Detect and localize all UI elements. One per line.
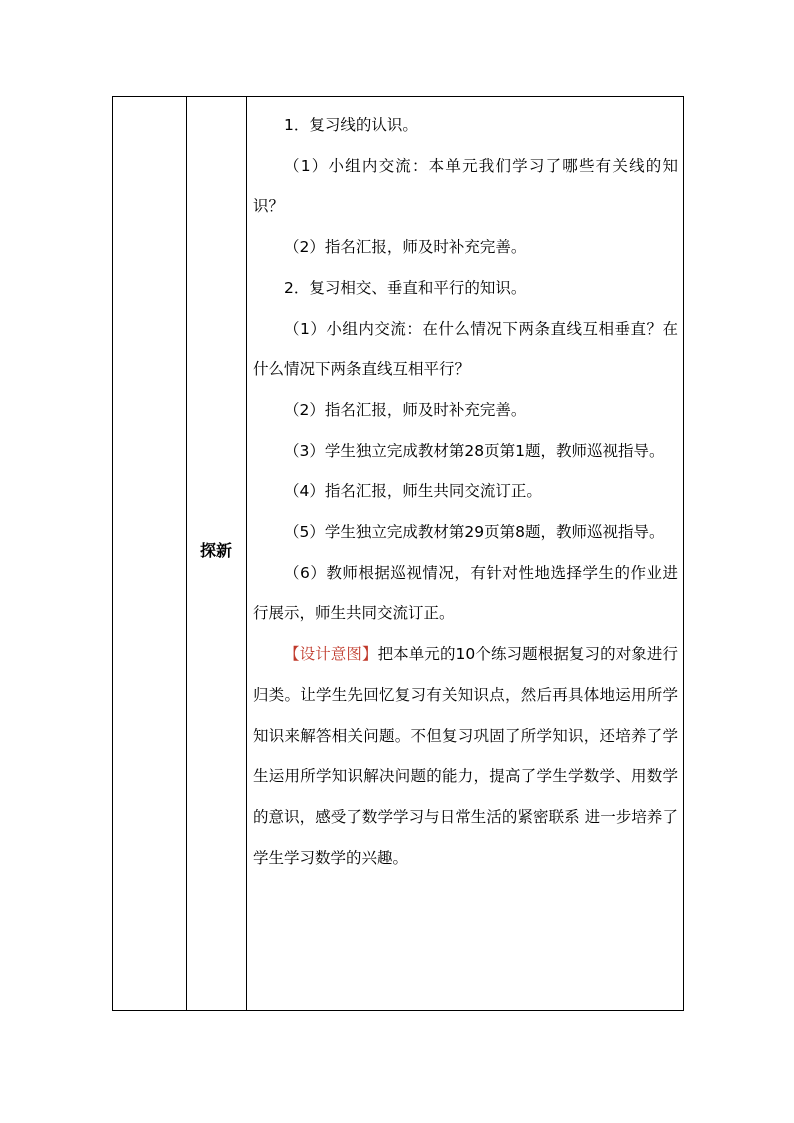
paragraph-report-2: （2）指名汇报，师及时补充完善。 (284, 400, 527, 419)
design-note-text: 把本单元的10个练习题根据复习的对象进行归类。让学生先回忆复习有关知识点，然后再具体地运用所学知识来解答相关问题。不但复习巩固了所学知识，还培养了学生运用所学知识解决问题的能力，提高了学生学数学、用数学的意识，感受了数学学习与日常生活的紧密联系 进一步培养了学生学习数学的兴趣。 (253, 645, 678, 867)
paragraph-group-discussion-1: （1）小组内交流：本单元我们学习了哪些有关线的知识？ (253, 156, 678, 216)
column-divider-2 (246, 97, 247, 1010)
paragraph-review-lines: 1．复习线的认识。 (284, 116, 418, 134)
paragraph-report-1: （2）指名汇报，师及时补充完善。 (284, 238, 527, 257)
paragraph-showcase: （6）教师根据巡视情况，有针对性地选择学生的作业进行展示，师生共同交流订正。 (253, 563, 678, 623)
lesson-content (253, 105, 678, 878)
lesson-table (112, 96, 684, 1011)
paragraph-exercise-29: （5）学生独立完成教材第29页第8题，教师巡视指导。 (284, 523, 665, 542)
design-note (253, 634, 678, 878)
paragraph-exercise-28: （3）学生独立完成教材第28页第1题，教师巡视指导。 (284, 441, 665, 460)
paragraph-report-3: （4）指名汇报，师生共同交流订正。 (284, 482, 542, 501)
design-note-label: 【设计意图】 (284, 645, 378, 664)
paragraph-group-discussion-2: （1）小组内交流：在什么情况下两条直线互相垂直？在什么情况下两条直线互相平行？ (253, 319, 678, 379)
paragraph-review-intersect: 2．复习相交、垂直和平行的知识。 (284, 278, 527, 297)
section-label: 探新 (199, 541, 232, 560)
